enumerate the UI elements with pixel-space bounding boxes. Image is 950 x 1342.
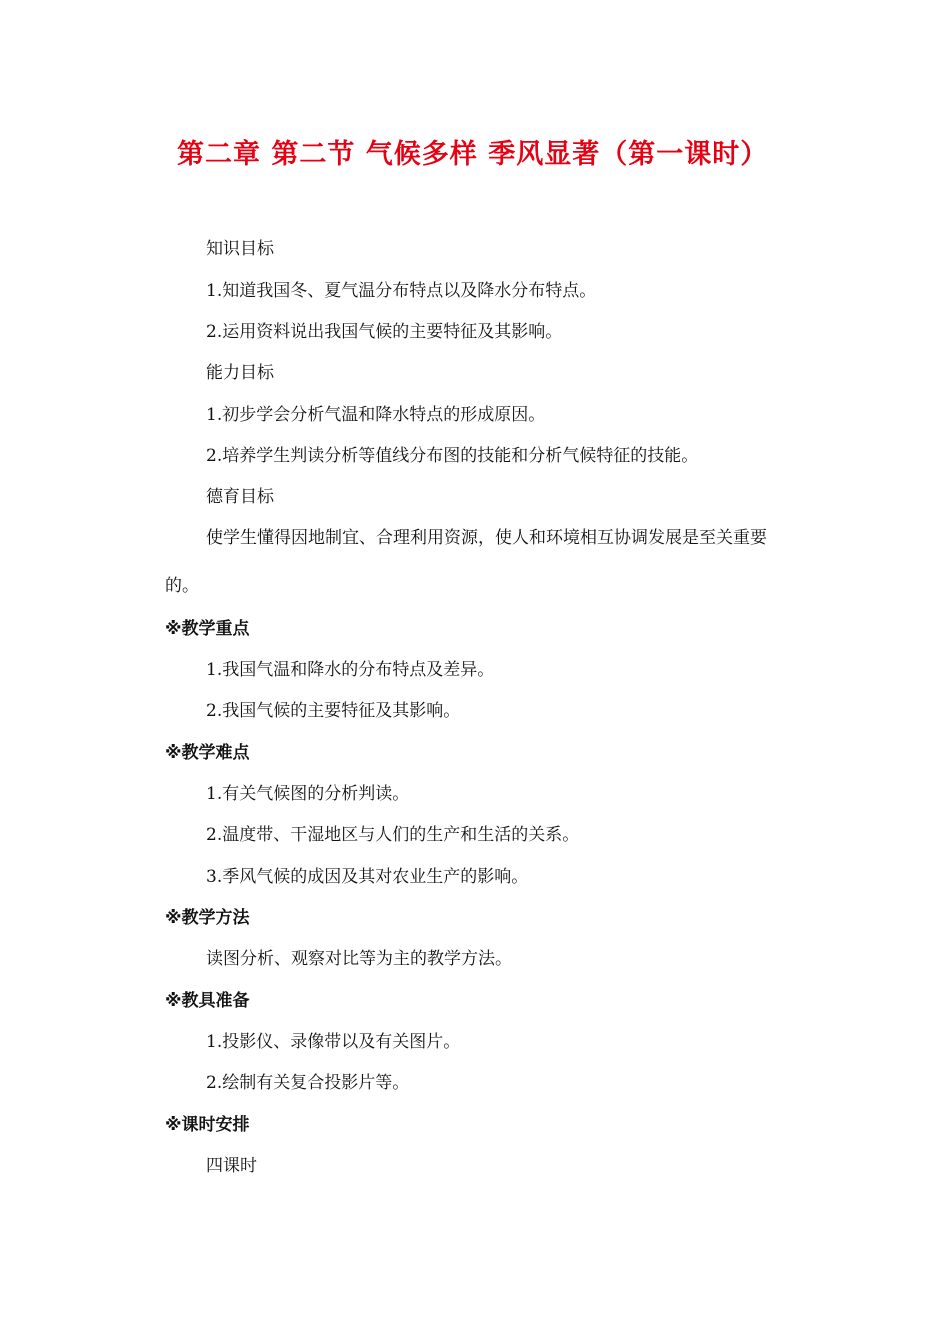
page-title: 第二章 第二节 气候多样 季风显著（第一课时） xyxy=(177,139,769,170)
ability-goal-item: 1.初步学会分析气温和降水特点的形成原因。 xyxy=(206,405,546,425)
difficulty-item: 3.季风气候的成因及其对农业生产的影响。 xyxy=(206,867,529,887)
methods-heading: ※教学方法 xyxy=(165,908,250,928)
key-point-item: 1.我国气温和降水的分布特点及差异。 xyxy=(206,660,495,680)
tool-item: 2.绘制有关复合投影片等。 xyxy=(206,1073,410,1093)
knowledge-goal-item: 1.知道我国冬、夏气温分布特点以及降水分布特点。 xyxy=(206,281,597,301)
moral-goals-heading: 德育目标 xyxy=(206,487,274,507)
schedule-text: 四课时 xyxy=(206,1156,257,1176)
key-points-heading: ※教学重点 xyxy=(165,619,250,639)
ability-goal-item: 2.培养学生判读分析等值线分布图的技能和分析气候特征的技能。 xyxy=(206,446,699,466)
ability-goals-heading: 能力目标 xyxy=(206,363,274,383)
knowledge-goal-item: 2.运用资料说出我国气候的主要特征及其影响。 xyxy=(206,322,563,342)
tool-item: 1.投影仪、录像带以及有关图片。 xyxy=(206,1032,461,1052)
moral-goal-text: 使学生懂得因地制宜、合理利用资源，使人和环境相互协调发展是至关重要的。 xyxy=(165,528,767,596)
tools-heading: ※教具准备 xyxy=(165,991,250,1011)
difficulties-heading: ※教学难点 xyxy=(165,743,250,763)
knowledge-goals-heading: 知识目标 xyxy=(206,239,274,259)
difficulty-item: 1.有关气候图的分析判读。 xyxy=(206,784,410,804)
key-point-item: 2.我国气候的主要特征及其影响。 xyxy=(206,701,461,721)
difficulty-item: 2.温度带、干湿地区与人们的生产和生活的关系。 xyxy=(206,825,580,845)
schedule-heading: ※课时安排 xyxy=(165,1115,250,1135)
methods-text: 读图分析、观察对比等为主的教学方法。 xyxy=(206,949,512,969)
